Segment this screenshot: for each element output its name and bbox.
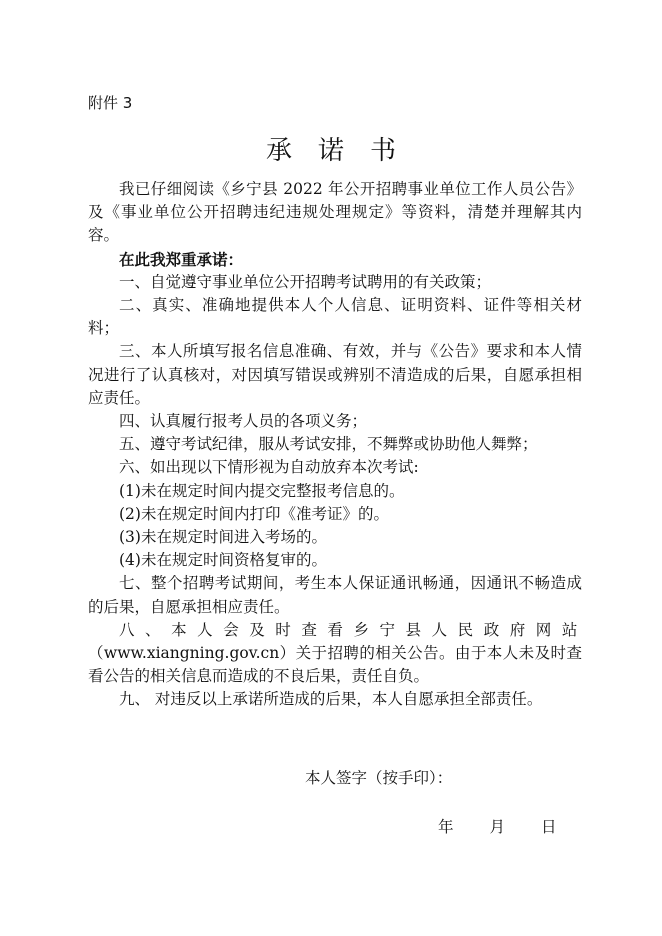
commitment-item-6: 六、如出现以下情形视为自动放弃本次考试: [119, 458, 419, 477]
signature-label: 本人签字（按手印）： [305, 769, 453, 787]
commitment-item-1: 一、自觉遵守事业单位公开招聘考试聘用的有关政策； [119, 272, 492, 291]
sub-item-2: (2)未在规定时间内打印《准考证》的。 [119, 504, 389, 523]
commitment-item-8-line-1: 八、本人会及时查看乡宁县人民政府网站 [119, 620, 582, 639]
day-label: 日 [541, 818, 557, 836]
attachment-label: 附件 3 [88, 94, 133, 112]
commitment-item-2: 二、真实、准确地提供本人个人信息、证明资料、证件等相关材料； [88, 296, 582, 338]
commitment-item-3: 三、本人所填写报名信息准确、有效，并与《公告》要求和本人情况进行了认真核对，对因填写错误或辨别不清造成的后果，自愿承担相应责任。 [88, 342, 582, 407]
commitment-item-7: 七、整个招聘考试期间，考生本人保证通讯畅通，因通讯不畅造成的后果，自愿承担相应责任。 [88, 574, 582, 616]
commitment-item-4: 四、认真履行报考人员的各项义务； [119, 412, 368, 431]
commitment-heading: 在此我郑重承诺： [119, 249, 244, 269]
sub-item-1: (1)未在规定时间内提交完整报考信息的。 [119, 481, 405, 500]
document-title: 承诺书 [265, 136, 422, 166]
sub-item-3: (3)未在规定时间进入考场的。 [119, 528, 327, 547]
date-line [438, 815, 557, 837]
commitment-item-5: 五、遵守考试纪律，服从考试安排，不舞弊或协助他人舞弊； [119, 435, 538, 454]
document-body [88, 178, 582, 712]
commitment-item-9: 九、 对违反以上承诺所造成的后果，本人自愿承担全部责任。 [119, 690, 543, 709]
month-label: 月 [489, 818, 506, 836]
sub-item-4: (4)未在规定时间资格复审的。 [119, 551, 327, 570]
intro-paragraph: 我已仔细阅读《乡宁县 2022 年公开招聘事业单位工作人员公告》及《事业单位公开招聘违纪违规处理规定》等资料，清楚并理解其内容。 [88, 180, 582, 245]
year-label: 年 [438, 818, 454, 836]
commitment-item-8-line-2: （www.xiangning.gov.cn）关于招聘的相关公告。由于本人未及时查看公告的相关信息而造成的不良后果，责任自负。 [88, 644, 582, 686]
